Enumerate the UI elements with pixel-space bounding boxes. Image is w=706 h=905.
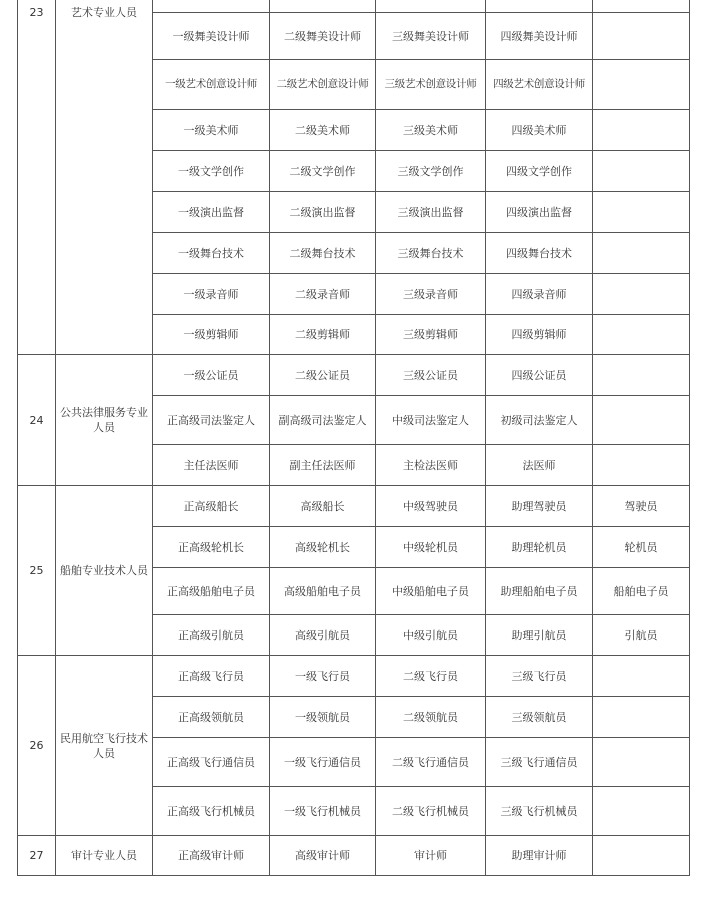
table-cell: 中级司法鉴定人 [376,396,486,445]
table-cell: 四级美术师 [486,110,593,151]
table-cell: 二级舞美设计师 [270,13,376,60]
table-cell: 三级艺术创意设计师 [376,60,486,110]
table-cell: 一级领航员 [270,697,376,738]
table-cell: 二级公证员 [270,355,376,396]
table-cell [593,738,690,787]
table-row [18,836,690,876]
table-cell: 正高级船舶电子员 [153,568,270,615]
table-cell: 助理船舶电子员 [486,568,593,615]
table-cell: 三级飞行机械员 [486,787,593,836]
table-cell: 高级引航员 [270,615,376,656]
table-cell: 正高级飞行通信员 [153,738,270,787]
table-cell [593,315,690,355]
table-row [18,0,690,13]
table-cell: 正高级轮机长 [153,527,270,568]
table-cell: 主任法医师 [153,445,270,486]
table-cell: 三级舞美设计师 [376,13,486,60]
table-cell: 四级艺术创意设计师 [486,60,593,110]
table-cell [153,0,270,13]
table-cell: 一级美术师 [153,110,270,151]
table-cell: 二级剪辑师 [270,315,376,355]
table-cell: 正高级领航员 [153,697,270,738]
table-cell: 助理轮机员 [486,527,593,568]
table-cell: 一级公证员 [153,355,270,396]
table-cell: 助理驾驶员 [486,486,593,527]
table-cell: 正高级飞行员 [153,656,270,697]
category-name: 公共法律服务专业人员 [56,355,153,486]
table-cell: 正高级船长 [153,486,270,527]
table-cell: 一级文学创作 [153,151,270,192]
table-cell: 高级船长 [270,486,376,527]
table-cell: 主检法医师 [376,445,486,486]
table-cell: 一级飞行员 [270,656,376,697]
table-cell: 二级演出监督 [270,192,376,233]
table-cell: 中级引航员 [376,615,486,656]
table-cell: 四级剪辑师 [486,315,593,355]
table-cell: 一级飞行机械员 [270,787,376,836]
table-row [18,355,690,396]
table-cell: 审计师 [376,836,486,876]
table-cell: 二级舞台技术 [270,233,376,274]
table-cell: 三级领航员 [486,697,593,738]
table-cell [593,110,690,151]
table-cell: 二级录音师 [270,274,376,315]
table-row [18,656,690,697]
table-cell: 三级录音师 [376,274,486,315]
table-cell: 正高级司法鉴定人 [153,396,270,445]
table-cell: 三级公证员 [376,355,486,396]
professional-title-table [17,0,690,876]
table-cell: 一级录音师 [153,274,270,315]
table-cell [486,0,593,13]
table-cell: 高级轮机长 [270,527,376,568]
table-cell [593,396,690,445]
table-cell: 法医师 [486,445,593,486]
table-cell: 中级驾驶员 [376,486,486,527]
table-row [18,486,690,527]
table-cell: 四级舞美设计师 [486,13,593,60]
table-cell: 二级艺术创意设计师 [270,60,376,110]
table-cell: 初级司法鉴定人 [486,396,593,445]
row-number: 25 [18,486,56,656]
table-cell: 三级演出监督 [376,192,486,233]
table-cell: 正高级审计师 [153,836,270,876]
table-cell: 二级美术师 [270,110,376,151]
table-cell: 四级文学创作 [486,151,593,192]
table-cell [593,836,690,876]
table-cell: 副主任法医师 [270,445,376,486]
table-cell: 二级飞行员 [376,656,486,697]
table-cell: 四级舞台技术 [486,233,593,274]
table-cell: 三级舞台技术 [376,233,486,274]
table-cell: 三级美术师 [376,110,486,151]
row-number: 24 [18,355,56,486]
table-cell [593,445,690,486]
row-number: 27 [18,836,56,876]
table-cell: 一级舞台技术 [153,233,270,274]
table-cell: 一级剪辑师 [153,315,270,355]
table-cell: 二级领航员 [376,697,486,738]
category-name: 艺术专业人员 [56,0,153,355]
category-name: 审计专业人员 [56,836,153,876]
table-cell: 三级文学创作 [376,151,486,192]
table-cell: 一级演出监督 [153,192,270,233]
table-cell: 中级船舶电子员 [376,568,486,615]
table-cell [593,13,690,60]
table-cell: 二级飞行机械员 [376,787,486,836]
table-cell: 一级艺术创意设计师 [153,60,270,110]
table-cell: 二级飞行通信员 [376,738,486,787]
table-cell: 一级舞美设计师 [153,13,270,60]
table-cell: 轮机员 [593,527,690,568]
table-cell: 四级录音师 [486,274,593,315]
table-cell [270,0,376,13]
table-cell [593,355,690,396]
table-cell [593,274,690,315]
table-cell: 助理审计师 [486,836,593,876]
category-name: 民用航空飞行技术人员 [56,656,153,836]
table-cell [593,233,690,274]
table-cell: 三级飞行员 [486,656,593,697]
table-cell: 驾驶员 [593,486,690,527]
table-cell [593,787,690,836]
table-cell: 高级审计师 [270,836,376,876]
table-cell: 助理引航员 [486,615,593,656]
table-cell: 正高级飞行机械员 [153,787,270,836]
table-cell [593,151,690,192]
table-cell [593,60,690,110]
table-cell [593,697,690,738]
table-cell: 引航员 [593,615,690,656]
table-cell: 四级公证员 [486,355,593,396]
table-cell [593,0,690,13]
table-cell [376,0,486,13]
table-cell: 四级演出监督 [486,192,593,233]
table-cell: 正高级引航员 [153,615,270,656]
table-cell: 一级飞行通信员 [270,738,376,787]
row-number: 23 [18,0,56,355]
table-cell: 二级文学创作 [270,151,376,192]
table-cell: 三级飞行通信员 [486,738,593,787]
table-cell: 船舶电子员 [593,568,690,615]
table-cell: 中级轮机员 [376,527,486,568]
category-name: 船舶专业技术人员 [56,486,153,656]
row-number: 26 [18,656,56,836]
table-cell: 高级船舶电子员 [270,568,376,615]
table-cell: 三级剪辑师 [376,315,486,355]
table-cell [593,656,690,697]
table-cell [593,192,690,233]
table-cell: 副高级司法鉴定人 [270,396,376,445]
